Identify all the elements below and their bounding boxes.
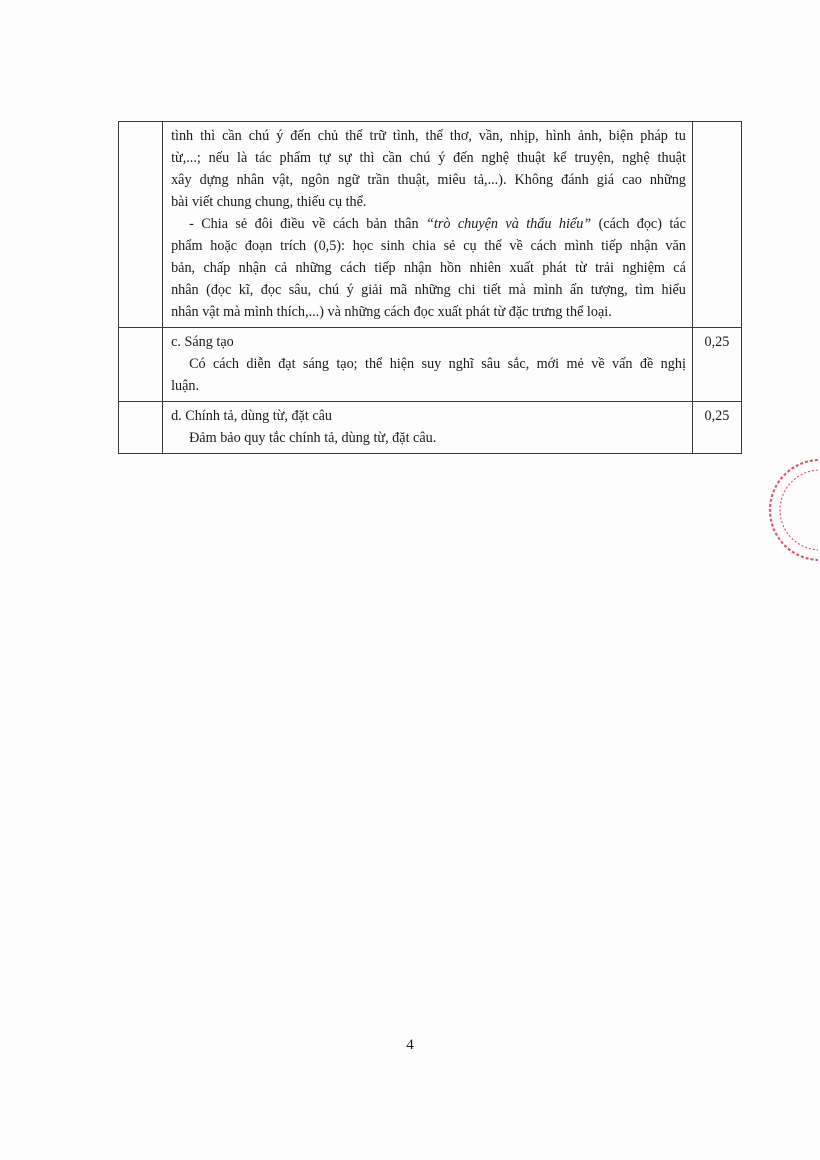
score-cell [692, 402, 741, 454]
criteria-heading: c. Sáng tạo [171, 334, 234, 350]
criteria-line: Có cách diễn đạt sáng tạo; thể hiện suy nghĩ sâu sắc, mới mẻ về vấn đề nghị [189, 356, 686, 372]
question-number-cell [119, 122, 163, 328]
question-number-cell [119, 328, 163, 402]
score-value: 0,25 [704, 334, 730, 350]
criteria-content-cell [163, 402, 693, 454]
quoted-phrase: “trò chuyện và thấu hiểu” [425, 216, 592, 232]
table-row [119, 402, 742, 454]
criteria-heading: d. Chính tả, dùng từ, đặt câu [171, 408, 333, 424]
criteria-line: từ,...; nếu là tác phẩm tự sự thì cần chú ý đến nghệ thuật kể truyện, nghệ thuật [171, 150, 686, 166]
stamp-seal-icon [758, 455, 818, 565]
criteria-line: bài viết chung chung, thiếu cụ thể. [171, 194, 367, 210]
criteria-line: nhân vật mà mình thích,...) và những cách đọc xuất phát từ đặc trưng thể loại. [171, 304, 612, 320]
scoring-table [118, 121, 742, 454]
criteria-line: tình thì cần chú ý đến chủ thể trữ tình, thể thơ, vần, nhịp, hình ảnh, biện pháp tu [171, 128, 686, 144]
criteria-line: nhân (đọc kĩ, đọc sâu, chú ý giải mã những chi tiết mà mình ấn tượng, tìm hiểu [171, 282, 686, 298]
table-row [119, 328, 742, 402]
question-number-cell [119, 402, 163, 454]
share-criteria-line: - Chia sẻ đôi điều về cách bản thân “trò chuyện và thấu hiểu” (cách đọc) tác [189, 216, 686, 232]
criteria-line: luận. [171, 378, 200, 394]
score-cell [692, 122, 741, 328]
page-number: 4 [406, 1037, 414, 1053]
criteria-line: phẩm hoặc đoạn trích (0,5): học sinh chia sẻ cụ thể về cách mình tiếp nhận văn [171, 238, 686, 254]
score-value: 0,25 [704, 408, 730, 424]
criteria-line: xây dựng nhân vật, ngôn ngữ trần thuật, miêu tả,...). Không đánh giá cao những [171, 172, 686, 188]
table-row [119, 122, 742, 328]
score-cell [692, 328, 741, 402]
criteria-line: Đảm bảo quy tắc chính tả, dùng từ, đặt câu. [189, 430, 437, 446]
criteria-line: bản, chấp nhận cả những cách tiếp nhận hồn nhiên xuất phát từ trải nghiệm cá [171, 260, 686, 276]
criteria-content-cell [163, 328, 693, 402]
official-stamp-fragment [758, 455, 818, 565]
criteria-content-cell [163, 122, 693, 328]
